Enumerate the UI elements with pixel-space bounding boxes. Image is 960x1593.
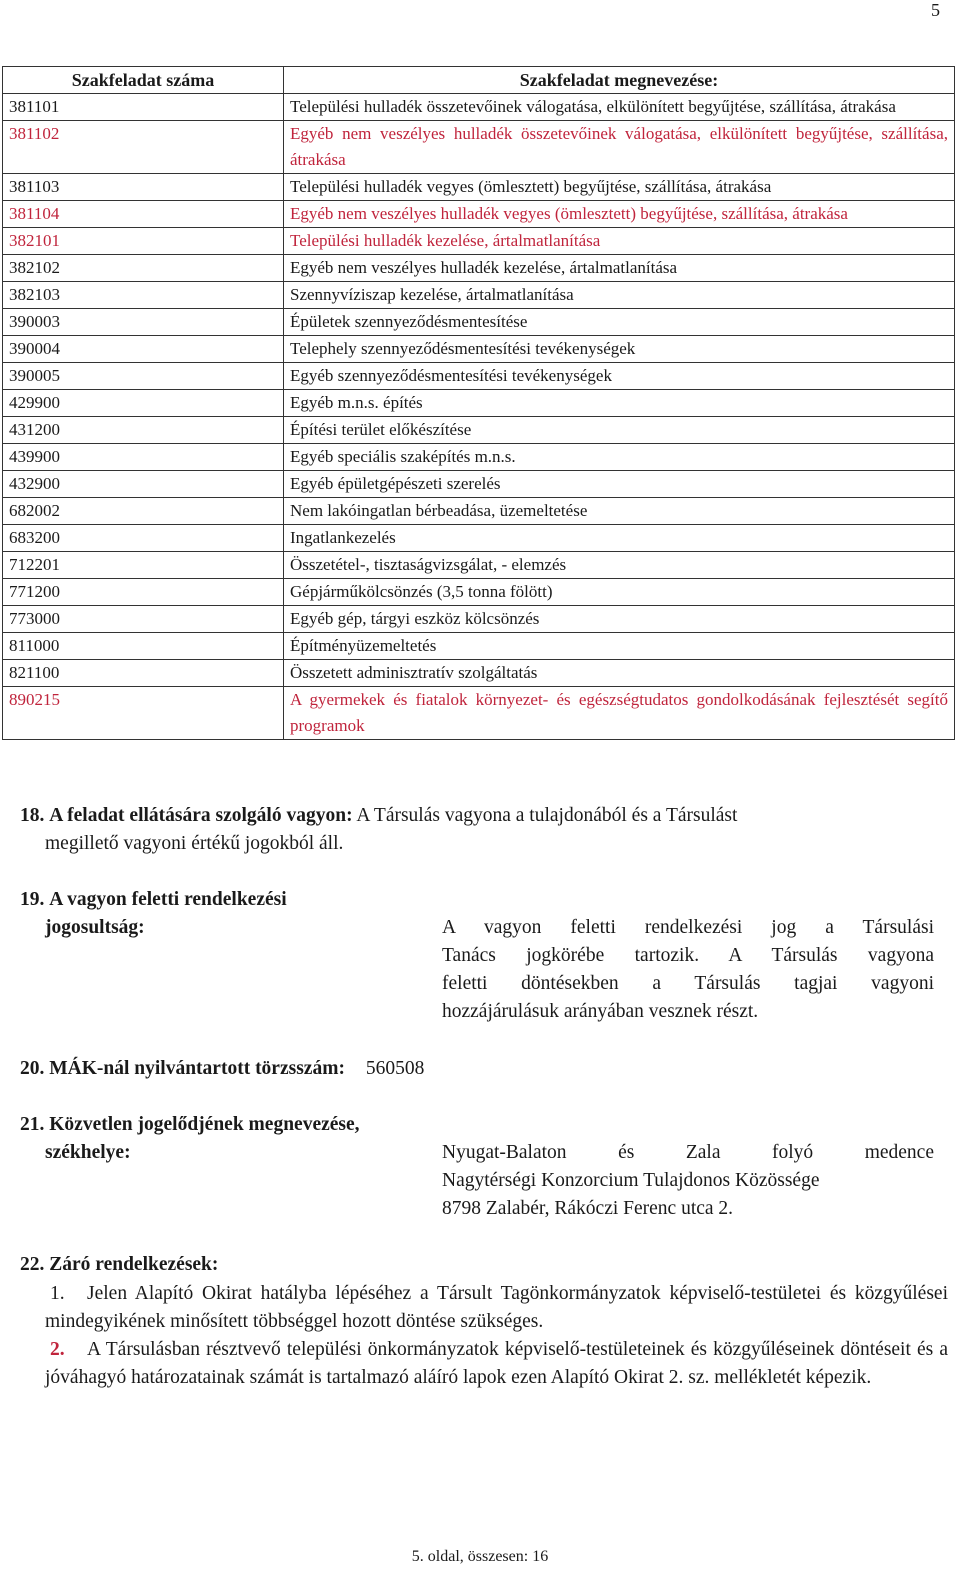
page-number: 5	[931, 0, 940, 20]
table-row	[3, 471, 955, 498]
row-name: Építményüzemeltetés	[284, 633, 955, 660]
section-18-text-line2: megillető vagyoni értékű jogokból áll.	[45, 833, 344, 854]
row-code: 381103	[3, 174, 284, 201]
section-19-line: Tanács jogkörébe tartozik. A Társulás vagyona	[442, 945, 934, 966]
section-19-label-line1: A vagyon feletti rendelkezési	[49, 889, 287, 910]
clause-1-text: Jelen Alapító Okirat hatályba lépéséhez a Társult Tagönkormányzatok képviselő-testületei és közgyűlései mindegyikének minősített többséggel hozott döntése szükséges.	[45, 1283, 948, 1332]
table-row	[3, 552, 955, 579]
row-name: Épületek szennyeződésmentesítése	[284, 309, 955, 336]
clause-1	[45, 1280, 948, 1336]
section-19-text	[442, 914, 934, 1026]
table-row	[3, 201, 955, 228]
clause-2-number: 2.	[50, 1339, 65, 1360]
row-name: Egyéb épületgépészeti szerelés	[284, 471, 955, 498]
row-name: Összetett adminisztratív szolgáltatás	[284, 660, 955, 687]
row-code: 381101	[3, 94, 284, 121]
table-row	[3, 525, 955, 552]
section-20-value: 560508	[365, 1058, 425, 1079]
row-code: 811000	[3, 633, 284, 660]
row-name: Összetétel-, tisztaságvizsgálat, - elemzés	[284, 552, 955, 579]
row-code: 890215	[3, 687, 284, 740]
section-19-line: A vagyon feletti rendelkezési jog a Társulási	[442, 917, 934, 938]
table-row	[3, 687, 955, 740]
header-name: Szakfeladat megnevezése:	[284, 67, 955, 94]
row-code: 773000	[3, 606, 284, 633]
row-name: Egyéb speciális szaképítés m.n.s.	[284, 444, 955, 471]
section-19-number: 19.	[20, 889, 45, 910]
table-row	[3, 417, 955, 444]
row-code: 439900	[3, 444, 284, 471]
row-name: Települési hulladék vegyes (ömlesztett) begyűjtése, szállítása, átrakása	[284, 174, 955, 201]
row-name: Egyéb nem veszélyes hulladék kezelése, ártalmatlanítása	[284, 255, 955, 282]
clause-1-number: 1.	[50, 1283, 65, 1304]
row-code: 381102	[3, 121, 284, 174]
row-code: 382102	[3, 255, 284, 282]
row-code: 429900	[3, 390, 284, 417]
table-row	[3, 363, 955, 390]
row-name: A gyermekek és fiatalok környezet- és egészségtudatos gondolkodásának fejlesztését segítő programok	[284, 687, 955, 740]
table-body	[3, 94, 955, 740]
row-code: 431200	[3, 417, 284, 444]
row-code: 712201	[3, 552, 284, 579]
row-code: 390004	[3, 336, 284, 363]
table-row	[3, 94, 955, 121]
table-row	[3, 309, 955, 336]
row-code: 381104	[3, 201, 284, 228]
table-row	[3, 606, 955, 633]
row-code: 382101	[3, 228, 284, 255]
table-row	[3, 390, 955, 417]
section-19-line: hozzájárulásuk arányában vesznek részt.	[442, 1001, 759, 1022]
row-name: Gépjárműkölcsönzés (3,5 tonna fölött)	[284, 579, 955, 606]
row-name: Egyéb nem veszélyes hulladék összetevőinek válogatása, elkülönített begyűjtése, szállítása, átrakása	[284, 121, 955, 174]
table-row	[3, 498, 955, 525]
row-code: 390005	[3, 363, 284, 390]
clause-2-text: A Társulásban résztvevő települési önkormányzatok képviselő-testületeinek és közgyűléseinek döntéseit és a jóváhagyó határozatainak számát is tartalmazó aláíró lapok ezen Alapító Okirat 2. sz. mellékletét képezik.	[45, 1339, 948, 1388]
row-code: 432900	[3, 471, 284, 498]
section-18	[20, 802, 948, 858]
table-row	[3, 228, 955, 255]
table-row	[3, 579, 955, 606]
section-22-number: 22.	[20, 1254, 45, 1275]
section-21-line: 8798 Zalabér, Rákóczi Ferenc utca 2.	[442, 1198, 734, 1219]
section-22	[20, 1251, 948, 1392]
section-21-text	[442, 1139, 934, 1223]
row-code: 390003	[3, 309, 284, 336]
section-19-line: feletti döntésekben a Társulás tagjai vagyoni	[442, 973, 934, 994]
szakfeladat-table	[2, 66, 955, 740]
section-18-label: A feladat ellátására szolgáló vagyon:	[49, 805, 353, 826]
table-row	[3, 255, 955, 282]
table-row	[3, 121, 955, 174]
table-row	[3, 174, 955, 201]
clause-2	[45, 1336, 948, 1392]
section-19-label-line2: jogosultság:	[45, 917, 145, 938]
section-18-text-line1: A Társulás vagyona a tulajdonából és a Társulást	[356, 805, 738, 826]
row-name: Egyéb m.n.s. építés	[284, 390, 955, 417]
section-20-label: MÁK-nál nyilvántartott törzsszám:	[49, 1058, 345, 1079]
row-code: 771200	[3, 579, 284, 606]
table-row	[3, 660, 955, 687]
table-header-row	[3, 67, 955, 94]
row-name: Telephely szennyeződésmentesítési tevékenységek	[284, 336, 955, 363]
table-row	[3, 336, 955, 363]
row-code: 682002	[3, 498, 284, 525]
section-21-label-line2: székhelye:	[45, 1142, 131, 1163]
row-name: Nem lakóingatlan bérbeadása, üzemeltetése	[284, 498, 955, 525]
header-code: Szakfeladat száma	[3, 67, 284, 94]
section-20-number: 20.	[20, 1058, 45, 1079]
row-code: 683200	[3, 525, 284, 552]
table-row	[3, 444, 955, 471]
row-code: 382103	[3, 282, 284, 309]
row-name: Szennyvíziszap kezelése, ártalmatlanítása	[284, 282, 955, 309]
row-name: Egyéb nem veszélyes hulladék vegyes (ömlesztett) begyűjtése, szállítása, átrakása	[284, 201, 955, 228]
section-21-label-line1: Közvetlen jogelődjének megnevezése,	[49, 1114, 360, 1135]
section-20	[20, 1055, 948, 1083]
row-name: Települési hulladék összetevőinek válogatása, elkülönített begyűjtése, szállítása, átrakása	[284, 94, 955, 121]
table-row	[3, 633, 955, 660]
section-21-number: 21.	[20, 1114, 45, 1135]
row-name: Települési hulladék kezelése, ártalmatlanítása	[284, 228, 955, 255]
section-22-label: Záró rendelkezések:	[49, 1254, 219, 1275]
section-21-line: Nagytérségi Konzorcium Tulajdonos Közössége	[442, 1170, 820, 1191]
section-21-line: Nyugat-Balaton és Zala folyó medence	[442, 1142, 934, 1163]
section-18-number: 18.	[20, 805, 45, 826]
row-name: Építési terület előkészítése	[284, 417, 955, 444]
row-name: Egyéb szennyeződésmentesítési tevékenységek	[284, 363, 955, 390]
table-row	[3, 282, 955, 309]
row-code: 821100	[3, 660, 284, 687]
row-name: Egyéb gép, tárgyi eszköz kölcsönzés	[284, 606, 955, 633]
row-name: Ingatlankezelés	[284, 525, 955, 552]
page-footer: 5. oldal, összesen: 16	[411, 1548, 549, 1565]
